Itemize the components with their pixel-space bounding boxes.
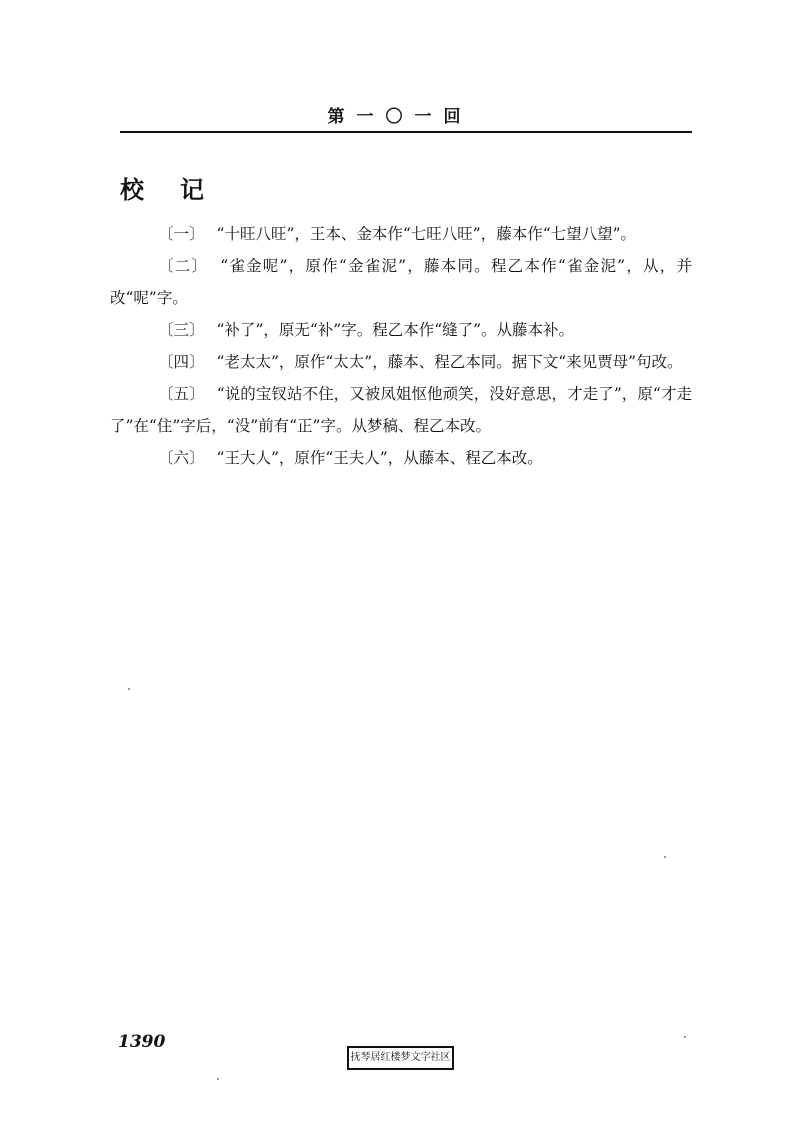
- running-header: 第一〇一回: [327, 107, 473, 127]
- note-number: 〔三〕: [158, 321, 205, 339]
- watermark-stamp: 抚琴居红楼梦文字社区: [347, 1046, 454, 1070]
- scan-speck: [664, 856, 666, 858]
- note-number: 〔五〕: [158, 385, 205, 403]
- note-text: “雀金呢”，原作“金雀泥”，藤本同。程乙本作“雀金泥”，从，并改“呢”字。: [110, 257, 692, 307]
- note-number: 〔一〕: [158, 225, 205, 243]
- note-item: [110, 314, 692, 346]
- scan-speck: [217, 1078, 219, 1080]
- note-text: “老太太”，原作“太太”，藤本、程乙本同。据下文“来见贾母”句改。: [216, 353, 683, 371]
- note-text: “说的宝钗站不住，又被凤姐怄他顽笑，没好意思，才走了”，原“才走了”在“住”字后，“没”前有“正”字。从梦稿、程乙本改。: [110, 385, 692, 435]
- collation-notes: [110, 218, 692, 474]
- page-number: 1390: [118, 1032, 166, 1052]
- note-text: “王大人”，原作“王夫人”，从藤本、程乙本改。: [216, 449, 543, 467]
- note-item: [110, 218, 692, 250]
- note-number: 〔四〕: [158, 353, 205, 371]
- note-item: [110, 250, 692, 314]
- note-item: [110, 442, 692, 474]
- scan-speck: [684, 1036, 686, 1038]
- section-title: 校记: [120, 176, 240, 204]
- header-rule: [120, 131, 692, 133]
- note-number: 〔六〕: [158, 449, 205, 467]
- note-text: “十旺八旺”，王本、金本作“七旺八旺”，藤本作“七望八望”。: [216, 225, 637, 243]
- note-number: 〔二〕: [158, 257, 209, 275]
- note-text: “补了”，原无“补”字。程乙本作“缝了”。从藤本补。: [216, 321, 575, 339]
- note-item: [110, 346, 692, 378]
- note-item: [110, 378, 692, 442]
- scan-speck: [128, 688, 130, 690]
